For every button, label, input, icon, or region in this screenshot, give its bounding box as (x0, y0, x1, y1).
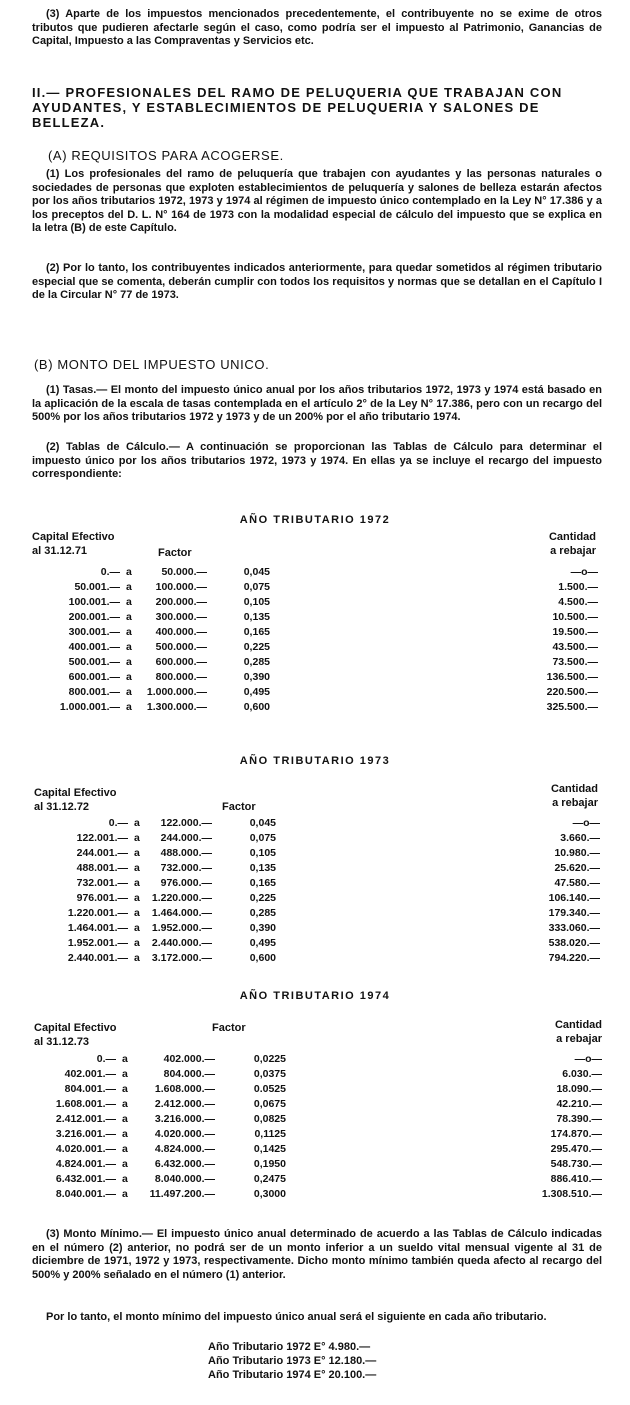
capital-from-cell: 488.001.— (76, 862, 128, 874)
table-row (0, 686, 630, 701)
amount-cell: 18.090.— (556, 1083, 602, 1095)
capital-from-cell: 3.216.001.— (55, 1128, 116, 1140)
capital-from-cell: 804.001.— (64, 1083, 116, 1095)
amount-cell: 78.390.— (556, 1113, 602, 1125)
capital-from-cell: 4.020.001.— (55, 1143, 116, 1155)
capital-to-cell: 122.000.— (160, 817, 212, 829)
table-row (0, 937, 630, 952)
table-row (0, 611, 630, 626)
capital-from-cell: 732.001.— (76, 877, 128, 889)
capital-from-cell: 8.040.001.— (55, 1188, 116, 1200)
factor-cell: 0,105 (243, 596, 270, 608)
amount-cell: 548.730.— (550, 1158, 602, 1170)
table-row (0, 626, 630, 641)
table-row (0, 656, 630, 671)
column-header-factor: Factor (212, 1022, 246, 1034)
subsection-a-title: (A) REQUISITOS PARA ACOGERSE. (48, 148, 284, 163)
table-row (0, 907, 630, 922)
amount-cell: 6.030.— (562, 1068, 602, 1080)
factor-cell: 0,3000 (253, 1188, 286, 1200)
capital-from-cell: 1.608.001.— (55, 1098, 116, 1110)
range-separator: a (134, 847, 140, 859)
amount-cell: 174.870.— (550, 1128, 602, 1140)
capital-from-cell: 1.952.001.— (67, 937, 128, 949)
table-row (0, 1053, 630, 1068)
capital-from-cell: 1.000.001.— (59, 701, 120, 713)
range-separator: a (126, 641, 132, 653)
range-separator: a (126, 701, 132, 713)
range-separator: a (126, 626, 132, 638)
capital-to-cell: 1.952.000.— (151, 922, 212, 934)
table-title: AÑO TRIBUTARIO 1974 (239, 990, 391, 1002)
table-title: AÑO TRIBUTARIO 1972 (239, 514, 391, 526)
capital-to-cell: 1.300.000.— (146, 701, 207, 713)
range-separator: a (126, 566, 132, 578)
range-separator: a (122, 1098, 128, 1110)
table-row (0, 1083, 630, 1098)
amount-cell: 73.500.— (552, 656, 598, 668)
table-row (0, 641, 630, 656)
table-row (0, 1173, 630, 1188)
amount-cell: —o— (572, 817, 600, 829)
capital-from-cell: 2.440.001.— (67, 952, 128, 964)
capital-from-cell: 500.001.— (68, 656, 120, 668)
table-row (0, 1128, 630, 1143)
table-row (0, 1068, 630, 1083)
factor-cell: 0,390 (243, 671, 270, 683)
range-separator: a (126, 611, 132, 623)
capital-to-cell: 800.000.— (155, 671, 207, 683)
capital-to-cell: 402.000.— (163, 1053, 215, 1065)
capital-from-cell: 0.— (108, 817, 128, 829)
capital-to-cell: 3.172.000.— (151, 952, 212, 964)
factor-cell: 0,285 (243, 656, 270, 668)
capital-to-cell: 1.608.000.— (154, 1083, 215, 1095)
capital-to-cell: 1.220.000.— (151, 892, 212, 904)
amount-cell: 106.140.— (548, 892, 600, 904)
factor-cell: 0,0825 (253, 1113, 286, 1125)
section-title: II.— PROFESIONALES DEL RAMO DE PELUQUERIA QUE TRABAJAN CON AYUDANTES, Y ESTABLECIMIENTOS DE PELUQUERIA Y SALONES DE BELLEZA. (32, 85, 563, 130)
amount-cell: 19.500.— (552, 626, 598, 638)
column-header-amount: Cantidad a rebajar (550, 783, 598, 809)
table-row (0, 817, 630, 832)
table-row (0, 1188, 630, 1203)
subsection-a-paragraph-1: (1) Los profesionales del ramo de peluquería que trabajen con ayudantes y las personas naturales o sociedades de personas que exploten establecimientos de peluquería y salones de belleza estarán afectos por los años tributarios 1972, 1973 y 1974 al régimen de impuesto único contemplado en la Ley N° 17.386 y a los preceptos del D. L. N° 164 de 1973 con la modalidad especial de cálculo del impuesto que se explica en la letra (B) de este Capítulo. (32, 168, 602, 235)
factor-cell: 0,0225 (253, 1053, 286, 1065)
range-separator: a (134, 922, 140, 934)
range-separator: a (134, 952, 140, 964)
column-header-amount: Cantidad a rebajar (554, 1019, 602, 1045)
capital-to-cell: 4.824.000.— (154, 1143, 215, 1155)
column-header-capital: Capital Efectivo al 31.12.72 (34, 787, 117, 813)
range-separator: a (122, 1128, 128, 1140)
capital-to-cell: 300.000.— (155, 611, 207, 623)
capital-to-cell: 4.020.000.— (154, 1128, 215, 1140)
table-rows (0, 817, 630, 967)
capital-to-cell: 500.000.— (155, 641, 207, 653)
column-header-factor: Factor (222, 801, 256, 813)
range-separator: a (126, 581, 132, 593)
factor-cell: 0,135 (249, 862, 276, 874)
amount-cell: 10.980.— (554, 847, 600, 859)
factor-cell: 0,600 (243, 701, 270, 713)
range-separator: a (126, 656, 132, 668)
table-row (0, 922, 630, 937)
factor-cell: 0,225 (243, 641, 270, 653)
factor-cell: 0,285 (249, 907, 276, 919)
table-title: AÑO TRIBUTARIO 1973 (239, 755, 391, 767)
table-row (0, 1158, 630, 1173)
table-row (0, 1098, 630, 1113)
amount-cell: —o— (570, 566, 598, 578)
capital-from-cell: 100.001.— (68, 596, 120, 608)
subsection-b-paragraph-1: (1) Tasas.— El monto del impuesto único anual por los años tributarios 1972, 1973 y 1974 está basado en la aplicación de la escala de tasas contemplada en el artículo 2° de la Ley N° 17.386, pero con un recargo del 500% por los años tributarios 1972 y 1973 y de un 200% por el año tributario 1974. (32, 384, 602, 424)
amount-cell: 43.500.— (552, 641, 598, 653)
capital-from-cell: 400.001.— (68, 641, 120, 653)
factor-cell: 0,225 (249, 892, 276, 904)
capital-to-cell: 2.440.000.— (151, 937, 212, 949)
range-separator: a (122, 1053, 128, 1065)
range-separator: a (122, 1158, 128, 1170)
paragraph-other-taxes: (3) Aparte de los impuestos mencionados precedentemente, el contribuyente no se exime de otros tributos que pudieren afectarle según el caso, como podría ser el impuesto al Patrimonio, Ganancias de Capital, Impuesto a las Compraventas y Servicios etc. (32, 8, 602, 48)
amount-cell: 3.660.— (560, 832, 600, 844)
factor-cell: 0,2475 (253, 1173, 286, 1185)
amount-cell: 10.500.— (552, 611, 598, 623)
amount-cell: 886.410.— (550, 1173, 602, 1185)
factor-cell: 0,1950 (253, 1158, 286, 1170)
minimum-amount-line: Año Tributario 1972 E° 4.980.— (208, 1341, 371, 1353)
range-separator: a (122, 1143, 128, 1155)
amount-cell: 1.500.— (558, 581, 598, 593)
amount-cell: 179.340.— (548, 907, 600, 919)
capital-to-cell: 50.000.— (161, 566, 207, 578)
amount-cell: 220.500.— (546, 686, 598, 698)
subsection-b-paragraph-2: (2) Tablas de Cálculo.— A continuación se proporcionan las Tablas de Cálculo para determinar el impuesto único por los años tributarios 1972, 1973 y 1974. En ellas ya se incluye el recargo del impuesto correspondiente: (32, 441, 602, 481)
range-separator: a (134, 877, 140, 889)
range-separator: a (122, 1083, 128, 1095)
capital-from-cell: 1.220.001.— (67, 907, 128, 919)
factor-cell: 0.0525 (253, 1083, 286, 1095)
factor-cell: 0,1125 (254, 1128, 286, 1140)
amount-cell: 42.210.— (556, 1098, 602, 1110)
amount-cell: 295.470.— (550, 1143, 602, 1155)
range-separator: a (134, 937, 140, 949)
factor-cell: 0,045 (249, 817, 276, 829)
factor-cell: 0,0375 (253, 1068, 286, 1080)
capital-to-cell: 600.000.— (155, 656, 207, 668)
capital-to-cell: 804.000.— (163, 1068, 215, 1080)
capital-from-cell: 300.001.— (68, 626, 120, 638)
amount-cell: 4.500.— (558, 596, 598, 608)
table-row (0, 671, 630, 686)
capital-to-cell: 3.216.000.— (154, 1113, 215, 1125)
amount-cell: 538.020.— (548, 937, 600, 949)
amount-cell: 325.500.— (546, 701, 598, 713)
factor-cell: 0,045 (243, 566, 270, 578)
factor-cell: 0,390 (249, 922, 276, 934)
range-separator: a (122, 1068, 128, 1080)
factor-cell: 0,600 (249, 952, 276, 964)
range-separator: a (134, 817, 140, 829)
capital-to-cell: 244.000.— (160, 832, 212, 844)
column-header-factor: Factor (158, 547, 192, 559)
subsection-b-title: (B) MONTO DEL IMPUESTO UNICO. (34, 357, 270, 372)
capital-from-cell: 6.432.001.— (55, 1173, 116, 1185)
factor-cell: 0,495 (249, 937, 276, 949)
range-separator: a (122, 1173, 128, 1185)
capital-to-cell: 200.000.— (155, 596, 207, 608)
table-row (0, 832, 630, 847)
capital-to-cell: 8.040.000.— (154, 1173, 215, 1185)
capital-from-cell: 200.001.— (68, 611, 120, 623)
range-separator: a (134, 907, 140, 919)
factor-cell: 0,0675 (253, 1098, 286, 1110)
capital-from-cell: 0.— (100, 566, 120, 578)
table-row (0, 877, 630, 892)
range-separator: a (134, 862, 140, 874)
range-separator: a (126, 686, 132, 698)
column-header-capital: Capital Efectivo al 31.12.73 (34, 1022, 117, 1048)
table-row (0, 566, 630, 581)
range-separator: a (122, 1188, 128, 1200)
table-row (0, 596, 630, 611)
table-row (0, 1143, 630, 1158)
capital-to-cell: 732.000.— (160, 862, 212, 874)
table-rows (0, 566, 630, 716)
capital-to-cell: 488.000.— (160, 847, 212, 859)
table-row (0, 952, 630, 967)
amount-cell: 333.060.— (548, 922, 600, 934)
minimum-amount-list (208, 1340, 376, 1382)
capital-to-cell: 976.000.— (160, 877, 212, 889)
factor-cell: 0,075 (249, 832, 276, 844)
capital-from-cell: 800.001.— (68, 686, 120, 698)
range-separator: a (122, 1113, 128, 1125)
factor-cell: 0,165 (243, 626, 270, 638)
capital-from-cell: 122.001.— (76, 832, 128, 844)
minimum-amount-line: Año Tributario 1974 E° 20.100.— (208, 1369, 377, 1381)
capital-from-cell: 1.464.001.— (67, 922, 128, 934)
factor-cell: 0,1425 (253, 1143, 286, 1155)
column-header-amount: Cantidad a rebajar (548, 531, 596, 557)
amount-cell: —o— (574, 1053, 602, 1065)
table-rows (0, 1053, 630, 1203)
amount-cell: 1.308.510.— (541, 1188, 602, 1200)
minimum-amount-line: Año Tributario 1973 E° 12.180.— (208, 1355, 377, 1367)
minimum-amount-paragraph: (3) Monto Mínimo.— El impuesto único anual determinado de acuerdo a las Tablas de Cálculo indicadas en el número (2) anterior, no podrá ser de un monto inferior a un sueldo vital mensual vigente al 31 de diciembre de 1971, 1972 y 1973, respectivamente. Dicho monto mínimo también queda afecto al recargo del 500% y 200% señalado en el número (1) anterior. (32, 1228, 602, 1281)
capital-from-cell: 244.001.— (76, 847, 128, 859)
amount-cell: 47.580.— (554, 877, 600, 889)
capital-to-cell: 11.497.200.— (149, 1188, 215, 1200)
range-separator: a (126, 596, 132, 608)
range-separator: a (126, 671, 132, 683)
table-row (0, 892, 630, 907)
range-separator: a (134, 832, 140, 844)
factor-cell: 0,135 (243, 611, 270, 623)
capital-from-cell: 2.412.001.— (55, 1113, 116, 1125)
table-row (0, 1113, 630, 1128)
capital-to-cell: 400.000.— (155, 626, 207, 638)
capital-from-cell: 976.001.— (76, 892, 128, 904)
factor-cell: 0,105 (249, 847, 276, 859)
amount-cell: 25.620.— (554, 862, 600, 874)
capital-from-cell: 600.001.— (68, 671, 120, 683)
table-row (0, 581, 630, 596)
capital-to-cell: 1.464.000.— (151, 907, 212, 919)
capital-to-cell: 1.000.000.— (146, 686, 207, 698)
factor-cell: 0,495 (243, 686, 270, 698)
factor-cell: 0,165 (249, 877, 276, 889)
table-row (0, 847, 630, 862)
range-separator: a (134, 892, 140, 904)
factor-cell: 0,075 (243, 581, 270, 593)
capital-from-cell: 4.824.001.— (55, 1158, 116, 1170)
capital-from-cell: 0.— (96, 1053, 116, 1065)
capital-to-cell: 100.000.— (155, 581, 207, 593)
capital-to-cell: 2.412.000.— (154, 1098, 215, 1110)
amount-cell: 136.500.— (546, 671, 598, 683)
table-row (0, 701, 630, 716)
subsection-a-paragraph-2: (2) Por lo tanto, los contribuyentes indicados anteriormente, para quedar sometidos al régimen tributario especial que se comenta, deberán cumplir con todos los requisitos y normas que se detallan en el Capítulo I de la Circular N° 77 de 1973. (32, 262, 602, 302)
column-header-capital: Capital Efectivo al 31.12.71 (32, 531, 115, 557)
minimum-amount-summary: Por lo tanto, el monto mínimo del impuesto único anual será el siguiente en cada año tributario. (46, 1311, 547, 1323)
capital-to-cell: 6.432.000.— (154, 1158, 215, 1170)
capital-from-cell: 402.001.— (64, 1068, 116, 1080)
capital-from-cell: 50.001.— (74, 581, 120, 593)
amount-cell: 794.220.— (548, 952, 600, 964)
table-row (0, 862, 630, 877)
